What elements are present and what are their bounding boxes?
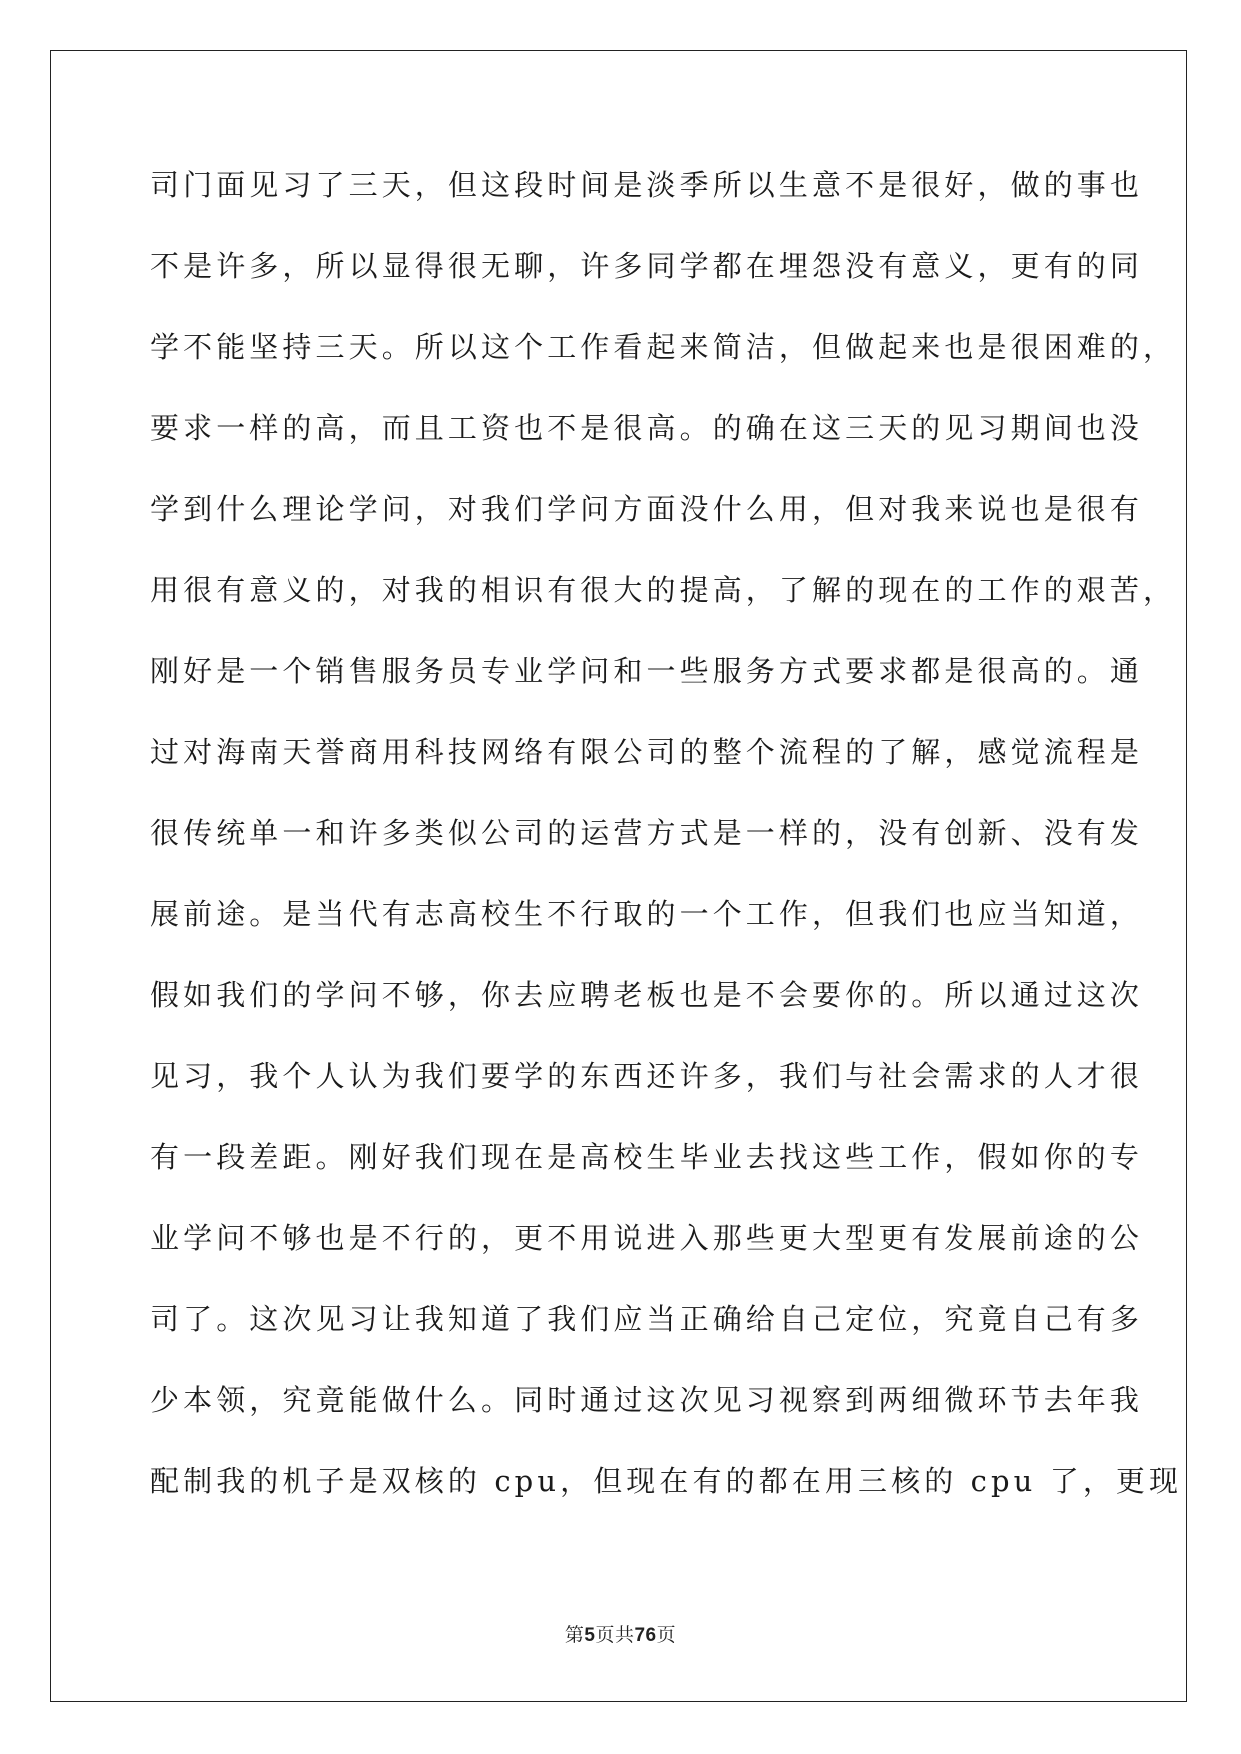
text-line-6: 用很有意义的，对我的相识有很大的提高，了解的现在的工作的艰苦， [150,573,1177,607]
page-footer [0,1620,1241,1647]
text-line-13: 有一段差距。刚好我们现在是高校生毕业去找这些工作，假如你的专 [150,1140,1144,1174]
text-line-3: 学不能坚持三天。所以这个工作看起来简洁，但做起来也是很困难的， [150,330,1177,364]
document-body [150,160,1183,1537]
text-line-5: 学到什么理论学问，对我们学问方面没什么用，但对我来说也是很有 [150,492,1144,526]
page-suffix: 页 [595,1624,615,1646]
text-line-4: 要求一样的高，而且工资也不是很高。的确在这三天的见习期间也没 [150,411,1144,445]
text-line-11: 假如我们的学问不够，你去应聘老板也是不会要你的。所以通过这次 [150,978,1144,1012]
total-prefix: 共 [614,1624,635,1646]
text-line-16: 少本领，究竟能做什么。同时通过这次见习视察到两细微环节去年我 [150,1383,1144,1417]
text-line-10: 展前途。是当代有志高校生不行取的一个工作，但我们也应当知道， [150,897,1144,931]
text-line-2: 不是许多，所以显得很无聊，许多同学都在埋怨没有意义，更有的同 [150,249,1144,283]
text-line-15: 司了。这次见习让我知道了我们应当正确给自己定位，究竟自己有多 [150,1302,1144,1336]
text-line-17: 配制我的机子是双核的 cpu，但现在有的都在用三核的 cpu 了，更现 [150,1464,1183,1498]
total-pages: 76 [634,1625,657,1646]
total-suffix: 页 [656,1624,677,1646]
text-line-1: 司门面见习了三天，但这段时间是淡季所以生意不是很好，做的事也 [150,168,1144,202]
page-number: 5 [584,1625,596,1646]
text-line-14: 业学问不够也是不行的，更不用说进入那些更大型更有发展前途的公 [150,1221,1144,1255]
text-line-12: 见习，我个人认为我们要学的东西还许多，我们与社会需求的人才很 [150,1059,1144,1093]
text-line-7: 刚好是一个销售服务员专业学问和一些服务方式要求都是很高的。通 [150,654,1144,688]
text-line-9: 很传统单一和许多类似公司的运营方式是一样的，没有创新、没有发 [150,816,1144,850]
page-prefix: 第 [564,1624,585,1646]
text-line-8: 过对海南天誉商用科技网络有限公司的整个流程的了解，感觉流程是 [150,735,1144,769]
